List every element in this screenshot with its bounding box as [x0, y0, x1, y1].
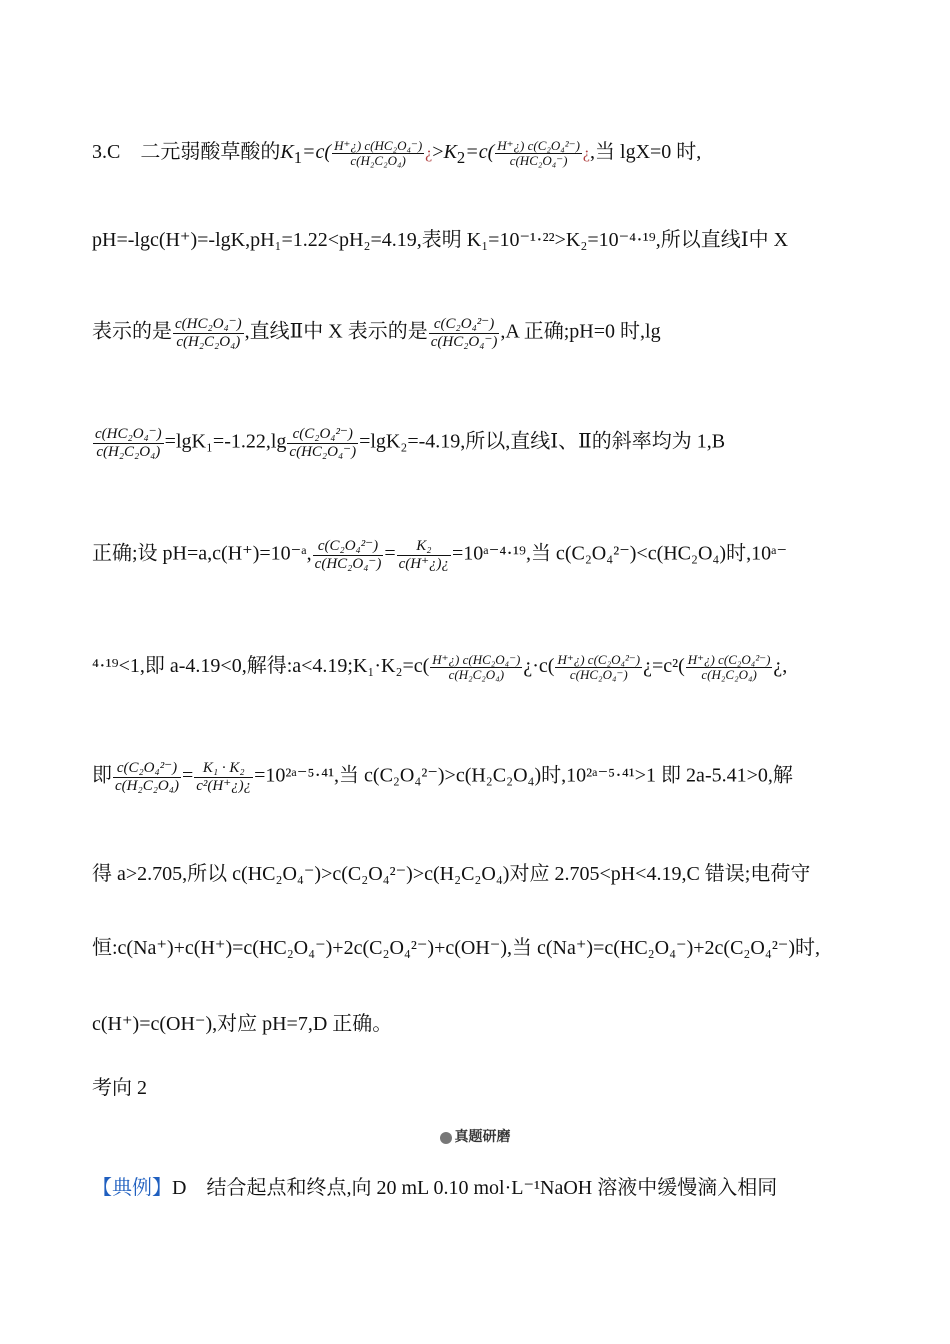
- glyph: ¿: [425, 145, 433, 162]
- fraction-k1: [332, 139, 424, 169]
- denominator: c(HC₂O₄⁻): [314, 555, 382, 572]
- k-symbol: K: [443, 141, 457, 163]
- denominator: c(H₂C₂O₄): [96, 443, 161, 460]
- fraction: [173, 316, 244, 350]
- numerator: c(C₂O₄²⁻): [113, 760, 181, 778]
- text: 即: [92, 764, 112, 787]
- text: =10²ᵃ⁻⁵·⁴¹,当 c(C₂O₄²⁻)>c(H₂C₂O₄)时,10²ᵃ⁻⁵·⁴¹>1 即 2a-5.41>0,解: [254, 764, 793, 787]
- fraction: [430, 653, 522, 683]
- line-9: 恒:c(Na⁺)+c(H⁺)=c(HC₂O₄⁻)+2c(C₂O₄²⁻)+c(OH⁻),当 c(Na⁺)=c(HC₂O₄⁻)+2c(C₂O₄²⁻)时,: [92, 937, 821, 959]
- badge-icon: [440, 1132, 452, 1144]
- numerator: H⁺¿) c(HC₂O₄⁻): [334, 137, 423, 153]
- glyph: ¿: [582, 145, 591, 162]
- line-5: [92, 538, 787, 572]
- denominator: c(H₂C₂O₄): [115, 777, 179, 794]
- line-2: pH=-lgc(H⁺)=-lgK,pH₁=1.22<pH₂=4.19,表明 K₁=10⁻¹·²²>K₂=10⁻⁴·¹⁹,所以直线Ⅰ中 X: [92, 229, 789, 251]
- denominator: c(H₂C₂O₄): [448, 666, 505, 682]
- denominator: c²(H⁺¿)¿: [196, 777, 252, 794]
- denominator: c(H₂C₂O₄): [350, 152, 406, 168]
- numerator: H⁺¿) c(C₂O₄²⁻): [497, 137, 580, 153]
- line-3: [92, 316, 661, 350]
- text: =: [181, 764, 194, 787]
- text: =: [384, 542, 396, 565]
- line-10: c(H⁺)=c(OH⁻),对应 pH=7,D 正确。: [92, 1013, 393, 1035]
- numerator: c(HC₂O₄⁻): [95, 426, 162, 442]
- fraction: [113, 760, 181, 794]
- text: =lgK₁=-1.22,lg: [164, 430, 287, 453]
- line-7: [92, 760, 793, 794]
- fraction: [93, 426, 164, 460]
- line-8: 得 a>2.705,所以 c(HC₂O₄⁻)>c(C₂O₄²⁻)>c(H₂C₂O₄)对应 2.705<pH<4.19,C 错误;电荷守: [92, 863, 811, 885]
- numerator: H⁺¿) c(C₂O₄²⁻): [557, 651, 641, 667]
- numerator: c(HC₂O₄⁻): [175, 316, 242, 332]
- numerator: H⁺¿) c(C₂O₄²⁻): [687, 651, 771, 667]
- text: =c(: [465, 141, 495, 163]
- fraction: [555, 653, 642, 683]
- numerator: c(C₂O₄²⁻): [287, 426, 358, 444]
- numerator: c(C₂O₄²⁻): [313, 538, 384, 556]
- fraction: [287, 426, 358, 460]
- text: 正确;设 pH=a,c(H⁺)=10⁻ᵃ,: [92, 542, 312, 565]
- text: ¿·c(: [523, 655, 555, 677]
- fraction: [194, 760, 253, 794]
- denominator: c(HC₂O₄⁻): [289, 443, 357, 460]
- section-label: [0, 1124, 950, 1152]
- line-6: [92, 652, 787, 682]
- denominator: c(HC₂O₄⁻): [509, 152, 568, 168]
- denominator: c(H⁺¿)¿: [398, 555, 450, 572]
- k-symbol: K: [280, 141, 294, 163]
- fraction: [397, 538, 451, 572]
- line-1: [92, 138, 701, 172]
- text: 3.C 二元弱酸草酸的: [92, 141, 281, 163]
- text: ,直线Ⅱ中 X 表示的是: [244, 320, 428, 343]
- section-title: 真题研磨: [454, 1130, 511, 1145]
- example-tag: 【典例】: [92, 1177, 172, 1199]
- k-sub: 1: [293, 148, 303, 167]
- numerator: c(C₂O₄²⁻): [429, 316, 500, 334]
- section-heading: 考向 2: [92, 1077, 147, 1099]
- fraction: [429, 316, 500, 350]
- text: ,当 lgX=0 时,: [590, 141, 702, 163]
- line-4: [92, 426, 725, 460]
- text: >: [432, 141, 444, 163]
- fraction: [313, 538, 384, 572]
- fraction-k2: [495, 139, 582, 169]
- denominator: c(H₂C₂O₄): [701, 666, 757, 682]
- denominator: c(HC₂O₄⁻): [569, 666, 628, 682]
- denominator: c(HC₂O₄⁻): [430, 333, 498, 350]
- text: =10ᵃ⁻⁴·¹⁹,当 c(C₂O₄²⁻)<c(HC₂O₄)时,10ᵃ⁻: [452, 542, 788, 565]
- text: =c(: [302, 141, 332, 163]
- text: ,A 正确;pH=0 时,lg: [500, 320, 661, 343]
- text: D 结合起点和终点,向 20 mL 0.10 mol·L⁻¹NaOH 溶液中缓慢滴入相同: [172, 1177, 778, 1199]
- text: ¿,: [773, 655, 788, 677]
- denominator: c(H₂C₂O₄): [176, 333, 241, 350]
- fraction: [686, 653, 773, 683]
- text: ¿=c²(: [643, 655, 685, 677]
- text: =lgK₂=-4.19,所以,直线Ⅰ、Ⅱ的斜率均为 1,B: [359, 430, 726, 453]
- numerator: K₂: [397, 538, 451, 556]
- text: 表示的是: [92, 320, 172, 343]
- text: ⁴·¹⁹<1,即 a-4.19<0,解得:a<4.19;K₁·K₂=c(: [92, 655, 430, 677]
- numerator: K₁ · K₂: [194, 760, 253, 778]
- numerator: H⁺¿) c(HC₂O₄⁻): [432, 651, 521, 667]
- line-12: [92, 1174, 777, 1202]
- k-sub: 2: [456, 148, 466, 167]
